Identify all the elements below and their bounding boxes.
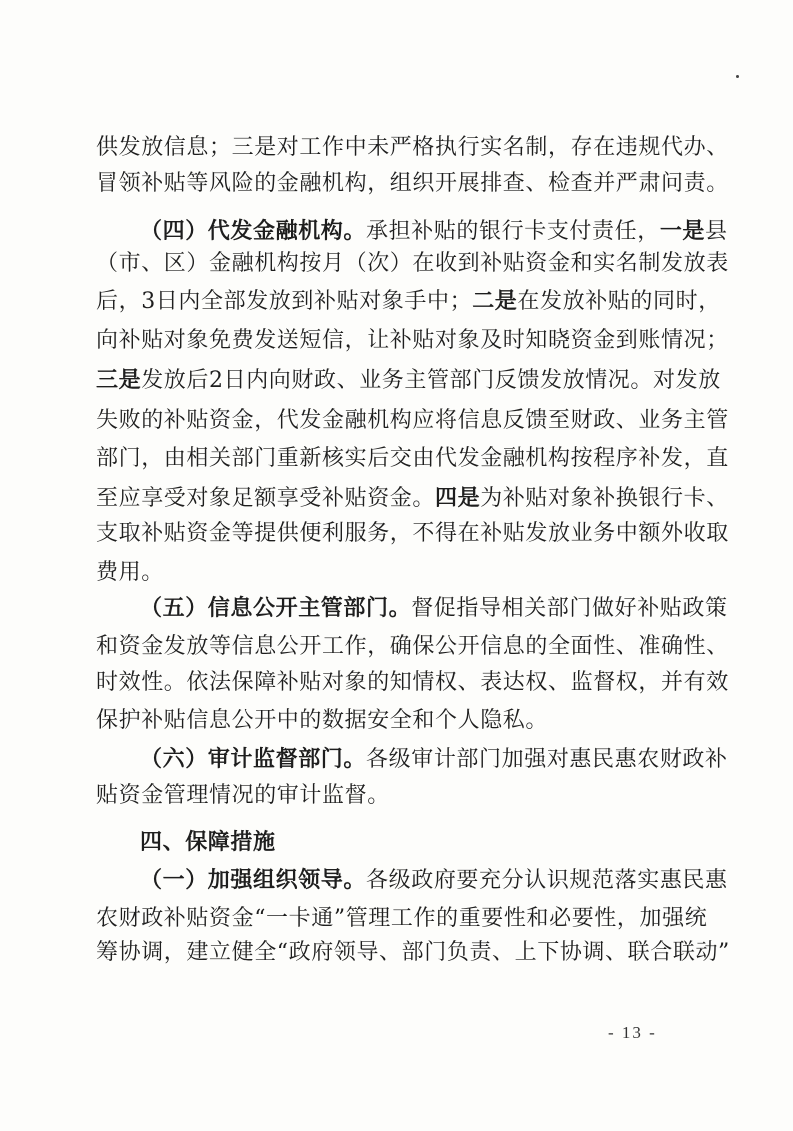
text-segment: 筹协调，建立健全“政府领导、部门负责、上下协调、联合联动” — [96, 940, 730, 965]
text-line — [96, 133, 729, 163]
text-line — [96, 938, 730, 968]
text-line — [96, 904, 708, 934]
bold-phrase: （六）审计监督部门。 — [140, 746, 367, 772]
text-segment: 后，3日内全部发放到补贴对象手中； — [96, 289, 473, 314]
bold-phrase: （一）加强组织领导。 — [140, 867, 367, 893]
text-line — [96, 326, 729, 356]
text-line — [96, 519, 729, 549]
text-line — [140, 216, 728, 246]
bold-phrase: 一是 — [659, 218, 706, 244]
text-line — [96, 668, 729, 698]
text-line — [140, 828, 696, 858]
bold-phrase: 四是 — [435, 485, 481, 511]
text-segment: 发放后2日内向财政、业务主管部门反馈发放情况。对发放 — [141, 368, 721, 393]
text-segment: 督促指导相关部门做好补贴政策 — [411, 596, 728, 621]
text-segment: 向补贴对象免费发送短信，让补贴对象及时知晓资金到账情况； — [96, 328, 729, 353]
text-segment: 失败的补贴资金，代发金融机构应将信息反馈至财政、业务主管 — [96, 408, 729, 433]
text-segment: 县 — [705, 219, 728, 244]
text-segment: 部门，由相关部门重新核实后交由代发金融机构按程序补发，直 — [96, 446, 729, 471]
text-segment: 农财政补贴资金“一卡通”管理工作的重要性和必要性，加强统 — [96, 906, 708, 931]
text-segment: 费用。 — [96, 560, 164, 585]
text-line — [96, 632, 729, 662]
text-line — [140, 865, 728, 895]
text-segment: 贴资金管理情况的审计监督。 — [96, 783, 390, 808]
text-line — [96, 483, 729, 513]
text-segment: 保护补贴信息公开中的数据安全和个人隐私。 — [96, 708, 549, 733]
bold-phrase: 三是 — [96, 367, 142, 393]
text-segment: 支取补贴资金等提供便利服务，不得在补贴发放业务中额外收取 — [96, 521, 729, 546]
text-segment: 各级审计部门加强对惠民惠农财政补 — [366, 747, 728, 772]
text-segment: 为补贴对象补换银行卡、 — [480, 486, 729, 511]
text-line — [96, 781, 696, 811]
scan-speck — [736, 75, 739, 78]
page-number: - 13 - — [608, 1023, 657, 1042]
text-segment: 供发放信息；三是对工作中未严格执行实名制，存在违规代办、 — [96, 135, 729, 160]
bold-phrase: 二是 — [472, 288, 518, 314]
text-segment: 在发放补贴的同时， — [517, 289, 721, 314]
text-segment: 和资金发放等信息公开工作，确保公开信息的全面性、准确性、 — [96, 634, 729, 659]
text-line — [96, 558, 696, 588]
text-segment: 各级政府要充分认识规范落实惠民惠 — [366, 868, 728, 893]
text-line — [96, 365, 721, 395]
text-segment: （市、区）金融机构按月（次）在收到补贴资金和实名制发放表 — [96, 251, 729, 276]
text-line — [96, 286, 721, 316]
text-line — [140, 593, 728, 623]
text-segment: 冒领补贴等风险的金融机构，组织开展排查、检查并严肃问责。 — [96, 171, 729, 196]
text-line — [96, 444, 729, 474]
text-line — [96, 169, 729, 199]
text-segment: 时效性。依法保障补贴对象的知情权、表达权、监督权，并有效 — [96, 670, 729, 695]
section-heading: 四、保障措施 — [140, 830, 276, 855]
text-segment: 承担补贴的银行卡支付责任， — [366, 219, 660, 244]
text-line — [96, 706, 696, 736]
text-line — [96, 406, 729, 436]
bold-phrase: （五）信息公开主管部门。 — [140, 595, 412, 621]
text-segment: 至应享受对象足额享受补贴资金。 — [96, 486, 436, 511]
text-line — [96, 249, 729, 279]
bold-phrase: （四）代发金融机构。 — [140, 218, 367, 244]
text-line — [140, 744, 728, 774]
